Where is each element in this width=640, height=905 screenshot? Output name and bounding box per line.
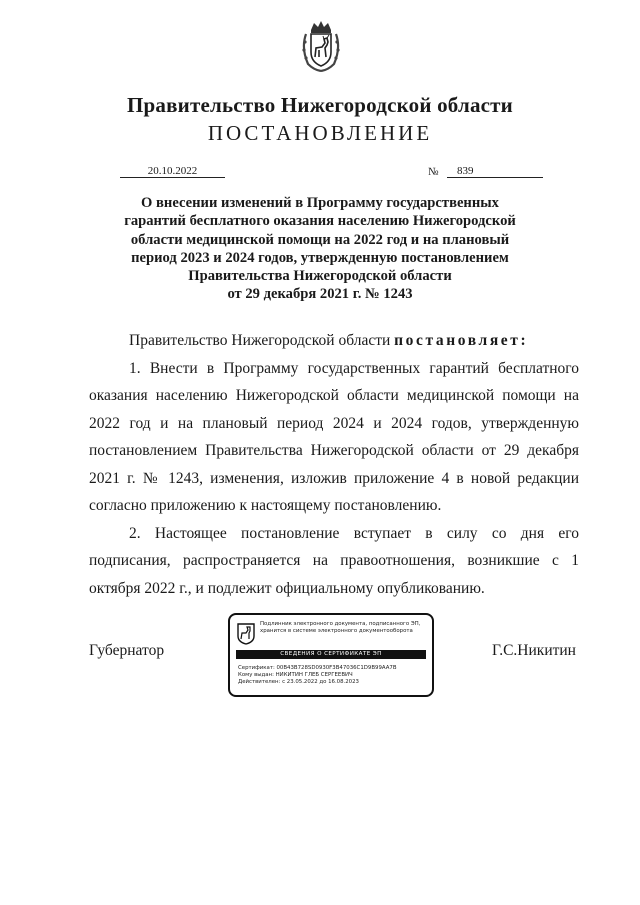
subject-line: период 2023 и 2024 годов, утвержденную постановлением	[131, 249, 509, 266]
stamp-notice-line: хранится в системе электронного документооборота	[260, 627, 413, 634]
paragraph-2: 2. Настоящее постановление вступает в силу со дня его подписания, распространяется на правоотношения, возникшие с 1 октября 2022 г., и подлежит официальному опубликованию.	[89, 524, 579, 597]
certificate-info-header: СВЕДЕНИЯ О СЕРТИФИКАТЕ ЭП	[236, 650, 426, 659]
document-type: ПОСТАНОВЛЕНИЕ	[207, 121, 433, 145]
certificate-validity: Действителен: с 23.05.2022 до 16.08.2023	[238, 679, 359, 685]
subject-line: О внесении изменений в Программу государственных	[141, 195, 499, 211]
number-sign: №	[428, 166, 439, 178]
certificate-details	[238, 665, 428, 686]
document-date: 20.10.2022	[120, 165, 225, 178]
coat-of-arms-icon	[300, 20, 342, 72]
preamble	[89, 327, 579, 355]
coat-of-arms-icon	[237, 623, 255, 645]
subject-line: области медицинской помощи на 2022 год и на плановый	[130, 231, 510, 248]
electronic-signature-stamp	[228, 613, 434, 697]
subject-line: от 29 декабря 2021 г. № 1243	[227, 286, 413, 303]
certificate-owner: Кому выдан: НИКИТИН ГЛЕБ СЕРГЕЕВИЧ	[238, 672, 353, 678]
subject-line: гарантий бесплатного оказания населению Нижегородской	[124, 213, 516, 230]
signatory-name: Г.С.Никитин	[492, 642, 576, 659]
resolves-word: постановляет:	[394, 332, 529, 349]
stamp-notice-line: Подлинник электронного документа, подписанного ЭП,	[260, 621, 421, 627]
document-number: 839	[447, 165, 543, 178]
subject-line: Правительства Нижегородской области	[188, 268, 452, 285]
stamp-notice	[260, 621, 430, 634]
document-body	[89, 327, 579, 602]
paragraph-1: 1. Внести в Программу государственных гарантий бесплатного оказания населению Нижегородской области медицинской помощи на 2022 год и на плановый период 2024 и 2024 годов, утвержденную постановлением Правительства Нижегородской области от 29 декабря 2021 г. № 1243, изменения, изложив приложение 4 в новой редакции согласно приложению к настоящему постановлению.	[89, 359, 579, 514]
certificate-id: Сертификат: 00B43B728SD0930F3B47036C1D9B99AA7B	[238, 665, 397, 671]
document-subject	[110, 194, 530, 304]
government-title: Правительство Нижегородской области	[127, 93, 513, 117]
signatory-position: Губернатор	[89, 642, 165, 659]
preamble-text: Правительство Нижегородской области	[129, 332, 395, 349]
